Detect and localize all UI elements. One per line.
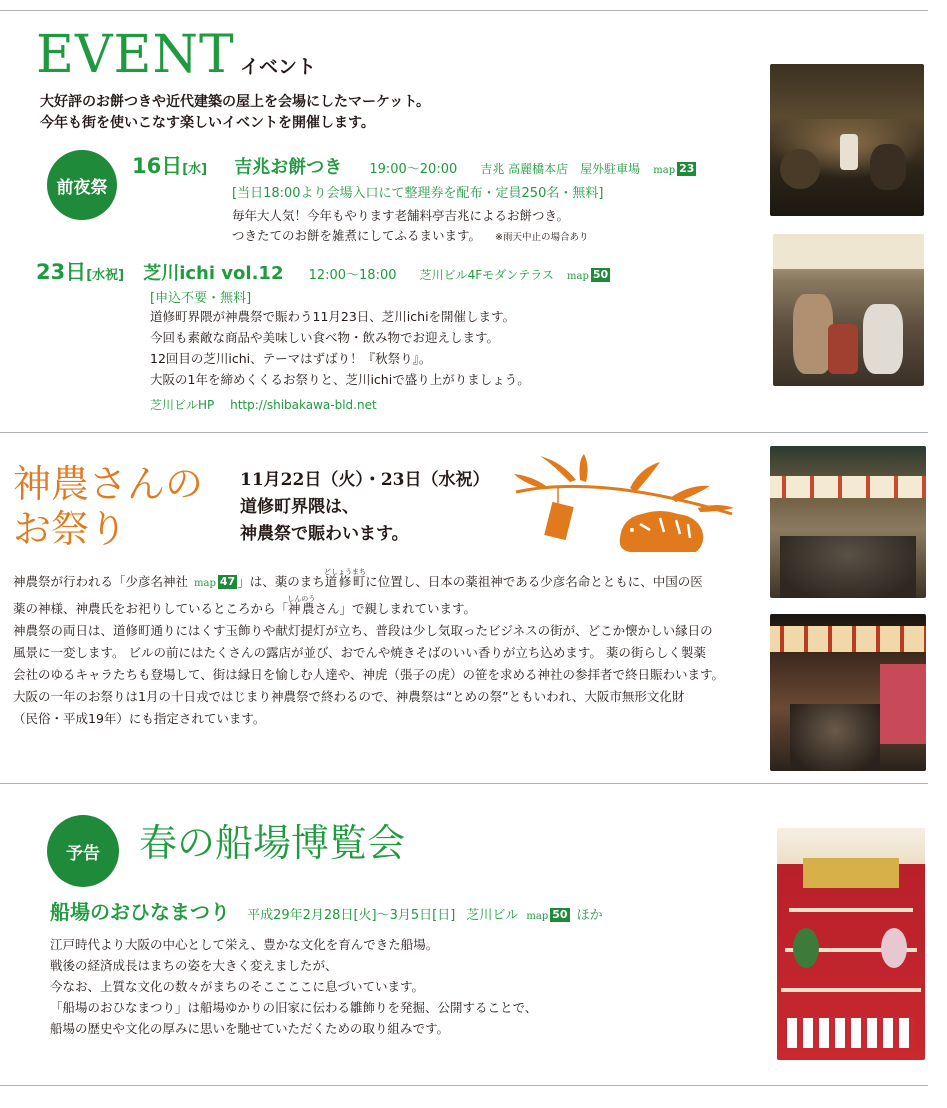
event-title-en: EVENT xyxy=(36,25,235,85)
spring-place: 芝川ビル xyxy=(466,908,519,923)
event-lead: 大好評のお餅つきや近代建築の屋上を会場にしたマーケット。 今年も街を使いこなす楽しいイベントを開催します。 xyxy=(40,94,431,131)
ruby-shinno: 神農しんのう xyxy=(287,595,316,616)
photo-shinno-festival-night xyxy=(770,614,926,771)
spring-date: 平成29年2月28日[火]～3月5日[日] xyxy=(247,908,456,923)
photo-shibakawa-ichi xyxy=(773,234,924,386)
event-item-1-notice: [当日18:00より会場入口にて整理券を配布・定員250名・無料] xyxy=(232,186,604,201)
event-item-1-rain-note: ※雨天中止の場合あり xyxy=(495,232,589,243)
event-item-1-header xyxy=(132,150,696,180)
event-item-2-name: 芝川ichi vol.12 xyxy=(143,263,284,284)
event-item-2-notice: [申込不要・無料] xyxy=(150,291,252,306)
photo-hina-dolls xyxy=(777,828,925,1060)
shinno-map-label: map xyxy=(194,578,216,589)
spring-map-label: map xyxy=(526,911,549,922)
event-item-1-day: [水] xyxy=(182,162,208,177)
event-item-2-hp xyxy=(150,396,377,413)
shinno-heading: 11月22日（火）・23日（水祝） 道修町界隈は、 神農祭で賑わいます。 xyxy=(240,470,490,544)
event-item-1-place: 吉兆 高麗橋本店 屋外駐車場 xyxy=(480,162,641,176)
spring-subtitle-row xyxy=(50,896,603,925)
event-item-2-map-number: 50 xyxy=(592,268,609,281)
event-item-2-map-label: map xyxy=(567,271,589,282)
event-item-1-desc: 毎年大人気！今年もやります老舗料亭吉兆によるお餅つき。 つきたてのお餅を雑煮にしてふるまいます。 ※雨天中止の場合あり xyxy=(232,208,589,243)
event-item-2-place: 芝川ビル4Fモダンテラス xyxy=(419,268,554,282)
event-item-2-date: 23日 xyxy=(36,260,87,284)
spring-body: 江戸時代より大阪の中心として栄え、豊かな文化を育んできた船場。 戦後の経済成長はまちの姿を大きく変えましたが、 今なお、上質な文化の数々がまちのそここここに息づいています。 「船場のおひなまつり」は船場ゆかりの旧家に伝わる雛飾りを発掘、公開することで、 船場の歴史や文化の厚みに思いを馳せていただくための取り組みです。 xyxy=(50,937,538,1036)
divider-top xyxy=(0,10,928,11)
event-item-2-header xyxy=(36,256,610,286)
preview-badge: 予告 xyxy=(47,815,119,887)
photo-mochitsuki xyxy=(770,64,924,216)
shinno-map-number: 47 xyxy=(219,575,236,588)
hp-label: 芝川ビルHP xyxy=(150,398,215,412)
shinno-title: 神農さんの お祭り xyxy=(13,462,204,551)
divider-2 xyxy=(0,783,928,784)
event-item-1-time: 19:00～20:00 xyxy=(369,162,458,177)
ruby-doshomachi: 道修町どしょうまち xyxy=(323,568,366,589)
event-item-1-date: 16日 xyxy=(132,154,183,178)
divider-bottom xyxy=(0,1085,928,1086)
hp-link[interactable]: http://shibakawa-bld.net xyxy=(230,398,377,412)
eve-badge: 前夜祭 xyxy=(47,150,117,220)
photo-shinno-festival-day xyxy=(770,446,926,598)
event-title-ja: イベント xyxy=(240,56,317,78)
event-item-2-desc: 道修町界隈が神農祭で賑わう11月23日、芝川ichiを開催します。 今回も素敵な商品や美味しい食べ物・飲み物でお迎えします。 12回目の芝川ichi、テーマはずばり！『秋祭り』。 大阪の1年を締めくくるお祭りと、芝川ichiで盛り上がりましょう。 xyxy=(150,309,530,387)
shinno-body: 神農祭が行われる「少彦名神社 map 47 」は、薬のまち道修町どしょうまちに位置し、日本の薬祖神である少彦名命とともに、中国の医 薬の神様、神農氏をお祀りしているところから「神農しんのうさん」で親しまれています。 神農祭の両日は、道修町通りにはくす玉飾りや献灯提灯が立ち、普段は少し気取ったビジネスの街が、どこか懐かしい縁日の 風景に一変します。 ビルの前にはたくさんの露店が並び、おでんや焼きそばのいい香りが立ち込めます。 薬の街らしく製薬 会社のゆるキャラたちも登場して、街は縁日を愉しむ人達や、神虎（張子の虎）の笹を求める神社の参拝者で終日賑わいます。 大阪の一年のお祭りは1月の十日戎ではじまり神農祭で終わるので、神農祭は“とめの祭”ともいわれ、大阪市無形文化財 （民俗・平成19年）にも指定されています。 xyxy=(13,568,725,726)
event-item-1-name: 吉兆お餅つき xyxy=(234,157,343,178)
divider-1 xyxy=(0,432,928,433)
spring-title: 春の船場博覧会 xyxy=(139,821,406,865)
event-item-2-day: [水祝] xyxy=(86,268,125,283)
bamboo-tiger-icon xyxy=(510,452,738,562)
event-item-2-time: 12:00～18:00 xyxy=(308,268,397,283)
spring-etc: ほか xyxy=(576,908,603,923)
event-item-1-map-number: 23 xyxy=(679,162,695,175)
spring-subtitle: 船場のおひなまつり xyxy=(50,900,230,924)
spring-map-number: 50 xyxy=(552,908,568,921)
event-item-1-map-label: map xyxy=(653,165,676,176)
